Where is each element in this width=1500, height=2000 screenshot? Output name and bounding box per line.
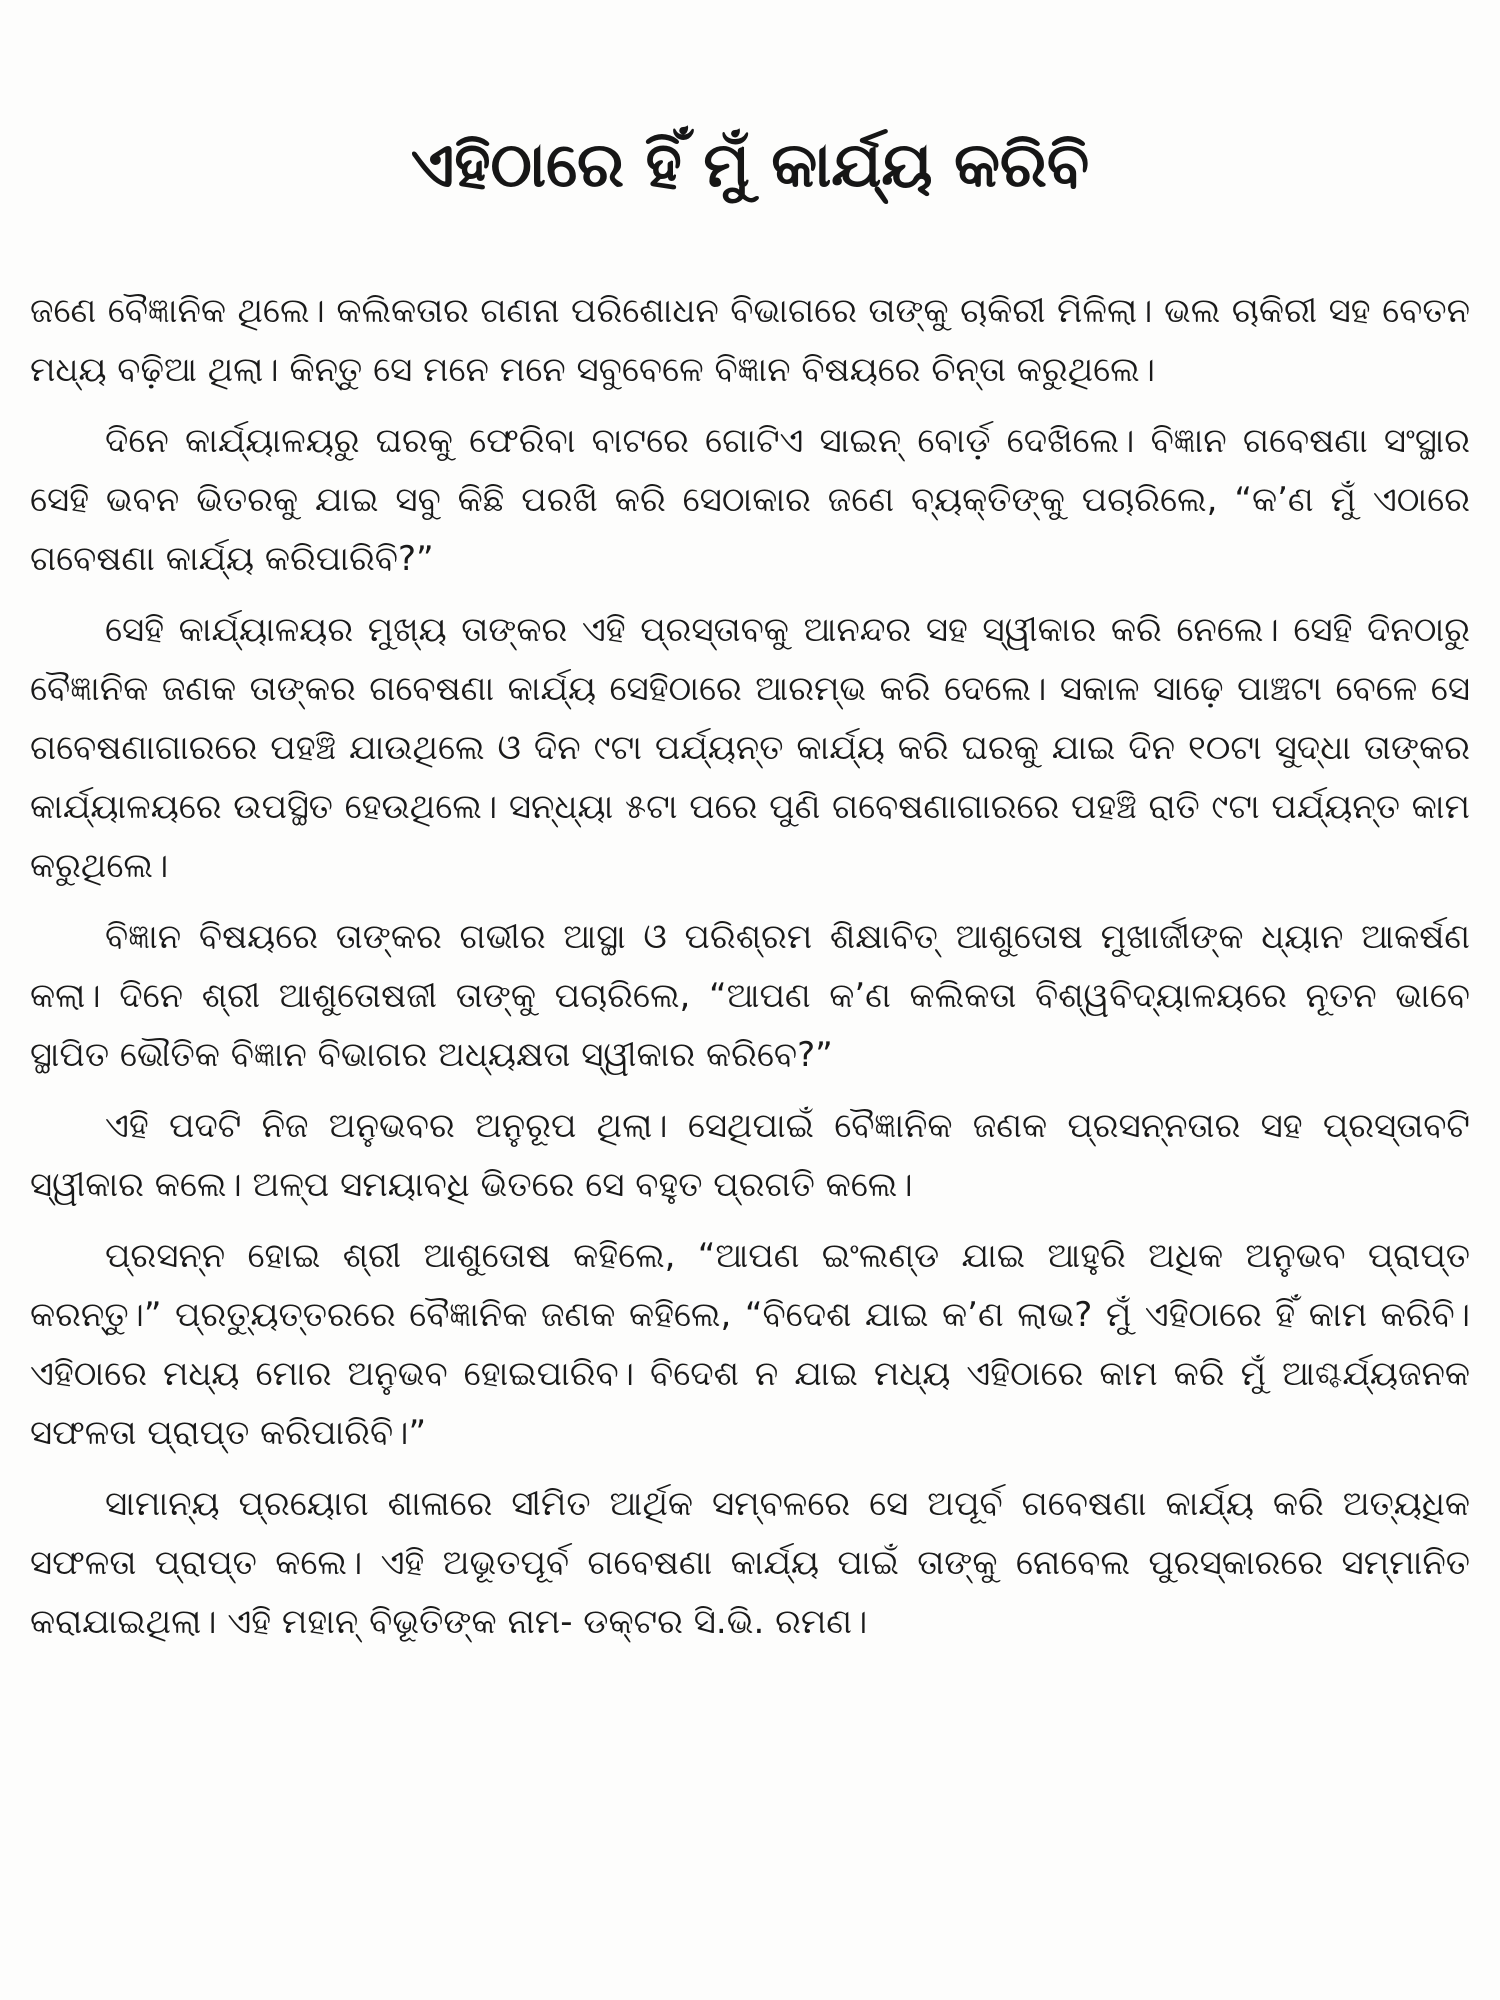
paragraph-6: ପ୍ରସନ୍ନ ହୋଇ ଶ୍ରୀ ଆଶୁତୋଷ କହିଲେ, “ଆପଣ ଇଂଲଣ୍ଡ ଯାଇ ଆହୁରି ଅଧିକ ଅନୁଭବ ପ୍ରାପ୍ତ କରନ୍ତୁ।” ପ୍ରତ୍ୟୁତ୍ତରରେ ବୈଜ୍ଞାନିକ ଜଣକ କହିଲେ, “ବିଦେଶ ଯାଇ କ’ଣ ଲାଭ? ମୁଁ ଏହିଠାରେ ହିଁ କାମ କରିବି। ଏହିଠାରେ ମଧ୍ୟ ମୋର ଅନୁଭବ ହୋଇପାରିବ। ବିଦେଶ ନ ଯାଇ ମଧ୍ୟ ଏହିଠାରେ କାମ କରି ମୁଁ ଆଶ୍ଚର୍ଯ୍ୟଜନକ ସଫଳତା ପ୍ରାପ୍ତ କରିପାରିବି।” bbox=[30, 1236, 1471, 1453]
paragraph-3: ସେହି କାର୍ଯ୍ୟାଳୟର ମୁଖ୍ୟ ତାଙ୍କର ଏହି ପ୍ରସ୍ତାବକୁ ଆନନ୍ଦର ସହ ସ୍ୱୀକାର କରି ନେଲେ। ସେହି ଦିନଠାରୁ ବୈଜ୍ଞାନିକ ଜଣକ ତାଙ୍କର ଗବେଷଣା କାର୍ଯ୍ୟ ସେହିଠାରେ ଆରମ୍ଭ କରି ଦେଲେ। ସକାଳ ସାଢ଼େ ପାଞ୍ଚଟା ବେଳେ ସେ ଗବେଷଣାଗାରରେ ପହଞ୍ଚି ଯାଉଥିଲେ ଓ ଦିନ ୯ଟା ପର୍ଯ୍ୟନ୍ତ କାର୍ଯ୍ୟ କରି ଘରକୁ ଯାଇ ଦିନ ୧୦ଟା ସୁଦ୍ଧା ତାଙ୍କର କାର୍ଯ୍ୟାଳୟରେ ଉପସ୍ଥିତ ହେଉଥିଲେ। ସନ୍ଧ୍ୟା ୫ଟା ପରେ ପୁଣି ଗବେଷଣାଗାରରେ ପହଞ୍ଚି ରାତି ୯ଟା ପର୍ଯ୍ୟନ୍ତ କାମ କରୁଥିଲେ। bbox=[30, 610, 1470, 886]
paragraph-4: ବିଜ୍ଞାନ ବିଷୟରେ ତାଙ୍କର ଗଭୀର ଆସ୍ଥା ଓ ପରିଶ୍ରମ ଶିକ୍ଷାବିତ୍ ଆଶୁତୋଷ ମୁଖାର୍ଜୀଙ୍କ ଧ୍ୟାନ ଆକର୍ଷଣ କଲା। ଦିନେ ଶ୍ରୀ ଆଶୁତୋଷଜୀ ତାଙ୍କୁ ପଚାରିଲେ, “ଆପଣ କ’ଣ କଲିକତା ବିଶ୍ୱବିଦ୍ୟାଳୟରେ ନୂତନ ଭାବେ ସ୍ଥାପିତ ଭୌତିକ ବିଜ୍ଞାନ ବିଭାଗର ଅଧ୍ୟକ୍ଷତା ସ୍ୱୀକାର କରିବେ?” bbox=[30, 917, 1470, 1075]
paragraph-7: ସାମାନ୍ୟ ପ୍ରୟୋଗ ଶାଳାରେ ସୀମିତ ଆର୍ଥିକ ସମ୍ବଳରେ ସେ ଅପୂର୍ବ ଗବେଷଣା କାର୍ଯ୍ୟ କରି ଅତ୍ୟଧିକ ସଫଳତା ପ୍ରାପ୍ତ କଲେ। ଏହି ଅଭୂତପୂର୍ବ ଗବେଷଣା କାର୍ଯ୍ୟ ପାଇଁ ତାଙ୍କୁ ନୋବେଲ ପୁରସ୍କାରରେ ସମ୍ମାନିତ କରାଯାଇଥିଲା। ଏହି ମହାନ୍ ବିଭୂତିଙ୍କ ନାମ- ଡକ୍ଟର ସି.ଭି. ରମଣ। bbox=[30, 1484, 1470, 1642]
paragraph-1: ଜଣେ ବୈଜ୍ଞାନିକ ଥିଲେ। କଲିକତାର ଗଣନା ପରିଶୋଧନ ବିଭାଗରେ ତାଙ୍କୁ ଚାକିରୀ ମିଳିଲା। ଭଲ ଚାକିରୀ ସହ ବେତନ ମଧ୍ୟ ବଢ଼ିଆ ଥିଲା। କିନ୍ତୁ ସେ ମନେ ମନେ ସବୁବେଳେ ବିଜ୍ଞାନ ବିଷୟରେ ଚିନ୍ତା କରୁଥିଲେ। bbox=[30, 291, 1470, 390]
paragraph-2: ଦିନେ କାର୍ଯ୍ୟାଳୟରୁ ଘରକୁ ଫେରିବା ବାଟରେ ଗୋଟିଏ ସାଇନ୍ ବୋର୍ଡ଼ ଦେଖିଲେ। ବିଜ୍ଞାନ ଗବେଷଣା ସଂସ୍ଥାର ସେହି ଭବନ ଭିତରକୁ ଯାଇ ସବୁ କିଛି ପରଖି କରି ସେଠାକାର ଜଣେ ବ୍ୟକ୍ତିଙ୍କୁ ପଚାରିଲେ, “କ’ଣ ମୁଁ ଏଠାରେ ଗବେଷଣା କାର୍ଯ୍ୟ କରିପାରିବି?” bbox=[30, 421, 1470, 579]
page-title: ଏହିଠାରେ ହିଁ ମୁଁ କାର୍ଯ୍ୟ କରିବି bbox=[410, 128, 1090, 201]
paragraph-5: ଏହି ପଦଟି ନିଜ ଅନୁଭବର ଅନୁରୂପ ଥିଲା। ସେଥିପାଇଁ ବୈଜ୍ଞାନିକ ଜଣକ ପ୍ରସନ୍ନତାର ସହ ପ୍ରସ୍ତାବଟି ସ୍ୱୀକାର କଲେ। ଅଳ୍ପ ସମୟାବଧି ଭିତରେ ସେ ବହୁତ ପ୍ରଗତି କଲେ। bbox=[30, 1106, 1470, 1205]
story-body bbox=[30, 282, 1470, 1664]
